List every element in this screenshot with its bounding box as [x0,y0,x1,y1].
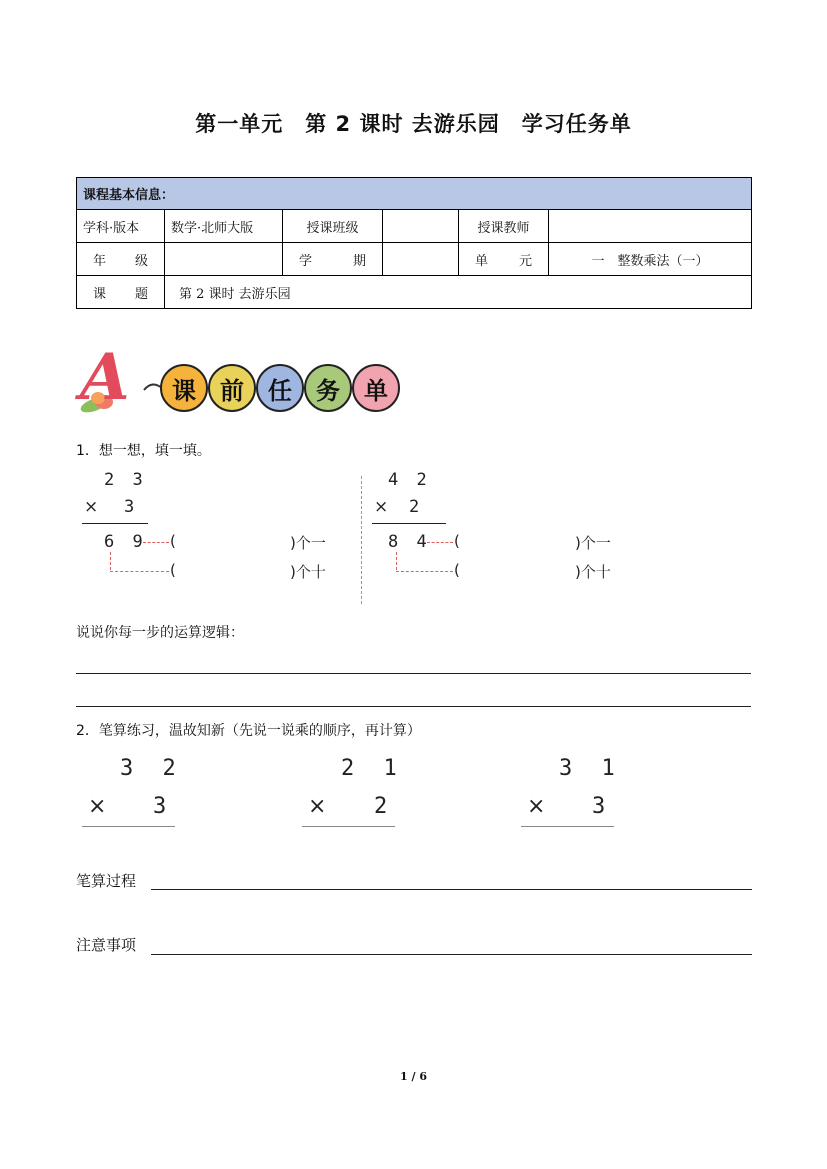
q1-right-op: × [374,497,393,517]
q1-left-rule [82,523,148,524]
q1-right-mult: 2 [409,497,424,517]
q1-right-result: 8 4 [388,532,431,552]
term-label: 学 期 [283,243,383,276]
unit-value: 一 整数乘法（一） [549,243,752,276]
course-info-table [76,177,752,309]
class-value [383,210,459,243]
process-label: 笔算过程 [76,872,137,890]
q1-right-tens-close: )个十 [575,563,611,581]
q1-right-pointer-1 [427,542,453,543]
grade-label: 年 级 [77,243,165,276]
q1-left-tens-close: )个十 [290,563,326,581]
q2-p2-top: 2 1 [341,756,405,781]
q2-p2-mult: 2 [374,794,388,819]
topic-label: 课 题 [77,276,165,309]
subject-label: 学科·版本 [77,210,165,243]
q1-right-pointer-2h [396,571,453,572]
q2-p3-rule [521,826,614,827]
q2-p3-op: × [527,794,546,819]
q1-left-pointer-1 [143,542,169,543]
grade-value [165,243,283,276]
notes-label: 注意事项 [76,936,137,954]
q2-p2-rule [302,826,395,827]
process-answer-line[interactable] [151,889,752,890]
q1-left-result: 6 9 [104,532,147,552]
banner-char-2: 前 [208,364,256,412]
topic-value: 第 2 课时 去游乐园 [165,276,752,309]
q2-p2-op: × [308,794,327,819]
class-label: 授课班级 [283,210,383,243]
banner-char-5: 单 [352,364,400,412]
q1-left-ones-close: )个一 [290,534,326,552]
q1-divider [361,476,362,604]
q2-p1-mult: 3 [153,794,167,819]
teacher-value [549,210,752,243]
teacher-label: 授课教师 [459,210,549,243]
q2-prompt: 2．笔算练习，温故知新（先说一说乘的顺序，再计算） [76,723,421,739]
q1-prompt: 1．想一想，填一填。 [76,443,211,459]
q1-right-pointer-2v [396,552,397,570]
q1-left-top: 2 3 [104,470,147,490]
q2-p1-rule [82,826,175,827]
page-title: 第一单元 第 2 课时 去游乐园 学习任务单 [195,112,632,136]
q1-explain-prompt: 说说你每一步的运算逻辑： [76,625,244,641]
notes-answer-line[interactable] [151,954,752,955]
info-heading: 课程基本信息： [77,178,752,210]
page-number: 1 / 6 [400,1070,427,1083]
banner-letter: A [80,340,130,415]
banner-char-1: 课 [160,364,208,412]
q2-p1-top: 3 2 [120,756,184,781]
q1-left-mult: 3 [124,497,139,517]
q1-left-tens-open: ( [170,561,176,579]
answer-line-2[interactable] [76,706,751,707]
banner-char-3: 任 [256,364,304,412]
q1-left-pointer-2h [110,571,169,572]
q1-left-op: × [84,497,103,517]
q1-left-pointer-2v [110,552,111,570]
q2-p3-mult: 3 [592,794,606,819]
q2-p3-top: 3 1 [559,756,623,781]
q1-right-ones-open: ( [454,532,460,550]
subject-value: 数学·北师大版 [165,210,283,243]
q1-right-rule [372,523,446,524]
term-value [383,243,459,276]
q1-right-top: 4 2 [388,470,431,490]
q1-left-ones-open: ( [170,532,176,550]
banner-char-4: 务 [304,364,352,412]
answer-line-1[interactable] [76,673,751,674]
unit-label: 单 元 [459,243,549,276]
q1-right-tens-open: ( [454,561,460,579]
q1-right-ones-close: )个一 [575,534,611,552]
q2-p1-op: × [88,794,107,819]
